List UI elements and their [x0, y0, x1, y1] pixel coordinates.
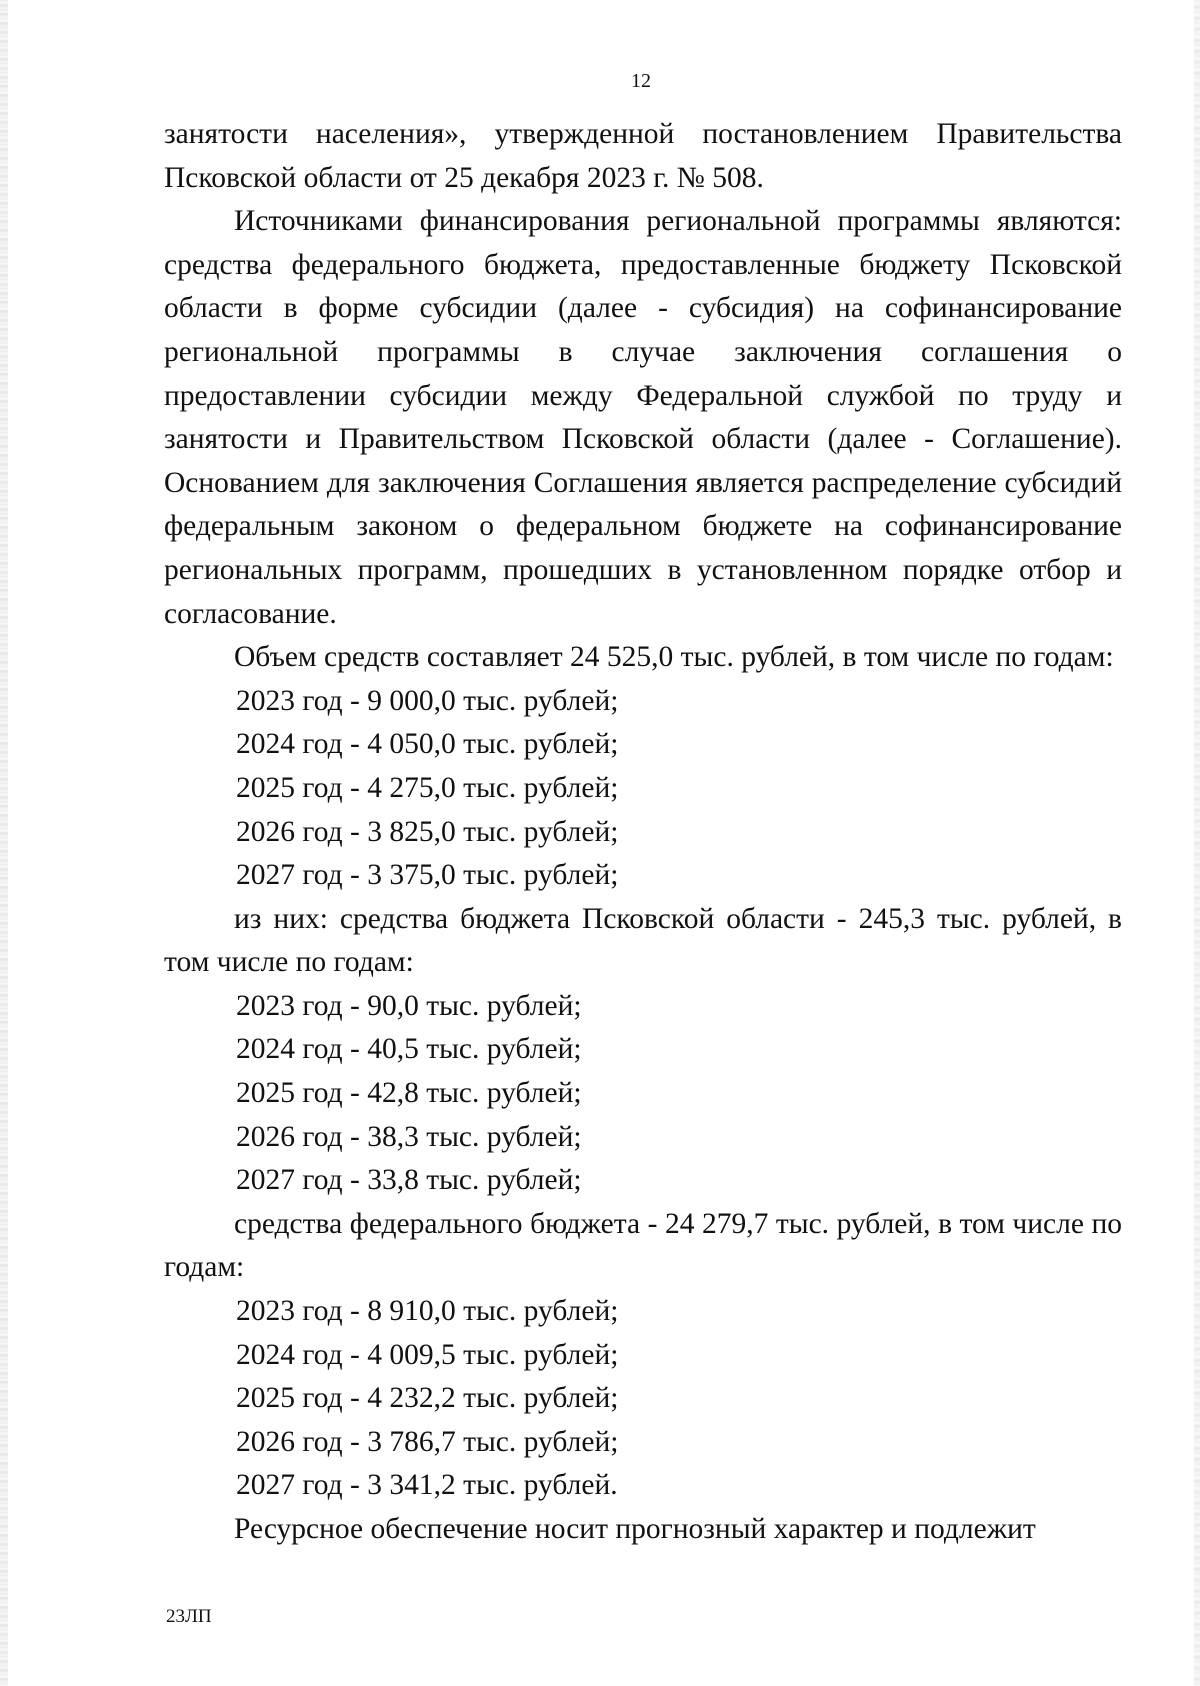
federal-item-2024: 2024 год - 4 009,5 тыс. рублей;: [236, 1338, 619, 1371]
total-item-2027: 2027 год - 3 375,0 тыс. рублей;: [236, 859, 619, 892]
page-number: 12: [631, 70, 651, 92]
federal-item-2026: 2026 год - 3 786,7 тыс. рублей;: [236, 1425, 619, 1458]
federal-item-2025: 2025 год - 4 232,2 тыс. рублей;: [236, 1382, 619, 1415]
regional-item-2025: 2025 год - 42,8 тыс. рублей;: [236, 1077, 582, 1110]
regional-item-2027: 2027 год - 33,8 тыс. рублей;: [236, 1164, 582, 1197]
scan-edge-right: [1194, 0, 1200, 1686]
paragraph-regional-budget: из них: средства бюджета Псковской области - 245,3 тыс. рублей, в том числе по годам:: [164, 902, 1122, 979]
total-item-2025: 2025 год - 4 275,0 тыс. рублей;: [236, 771, 619, 804]
paragraph-total-volume: Объем средств составляет 24 525,0 тыс. рублей, в том числе по годам:: [234, 641, 1114, 674]
document-body: [164, 113, 1122, 1552]
paragraph-continuation: занятости населения», утвержденной постановлением Правительства Псковской области от 25 декабря 2023 г. № 508.: [164, 118, 1122, 194]
paragraph-funding-sources: Источниками финансирования региональной программы являются: средства федерального бюджета, предоставленные бюджету Псковской области в форме субсидии (далее - субсидия) на софинансирование региональной программы в случае заключения соглашения о предоставлении субсидии между Федеральной службой по труду и занятости и Правительством Псковской области (далее - Соглашение). Основанием для заключения Соглашения является распределение субсидий федеральным законом о федеральном бюджете на софинансирование региональных программ, прошедших в установленном порядке отбор и согласование.: [164, 205, 1122, 630]
total-item-2024: 2024 год - 4 050,0 тыс. рублей;: [236, 728, 619, 761]
total-item-2023: 2023 год - 9 000,0 тыс. рублей;: [236, 684, 619, 717]
total-item-2026: 2026 год - 3 825,0 тыс. рублей;: [236, 815, 619, 848]
federal-item-2023: 2023 год - 8 910,0 тыс. рублей;: [236, 1295, 619, 1328]
regional-item-2026: 2026 год - 38,3 тыс. рублей;: [236, 1120, 582, 1153]
scan-edge-left: [0, 0, 8, 1686]
federal-item-2027: 2027 год - 3 341,2 тыс. рублей.: [236, 1469, 618, 1502]
regional-item-2023: 2023 год - 90,0 тыс. рублей;: [236, 989, 582, 1022]
paragraph-federal-budget: средства федерального бюджета - 24 279,7 тыс. рублей, в том числе по годам:: [164, 1207, 1122, 1284]
footer-document-code: 23ЛП: [166, 1606, 212, 1627]
regional-item-2024: 2024 год - 40,5 тыс. рублей;: [236, 1033, 582, 1066]
paragraph-resource-provision: Ресурсное обеспечение носит прогнозный характер и подлежит: [234, 1513, 1036, 1545]
